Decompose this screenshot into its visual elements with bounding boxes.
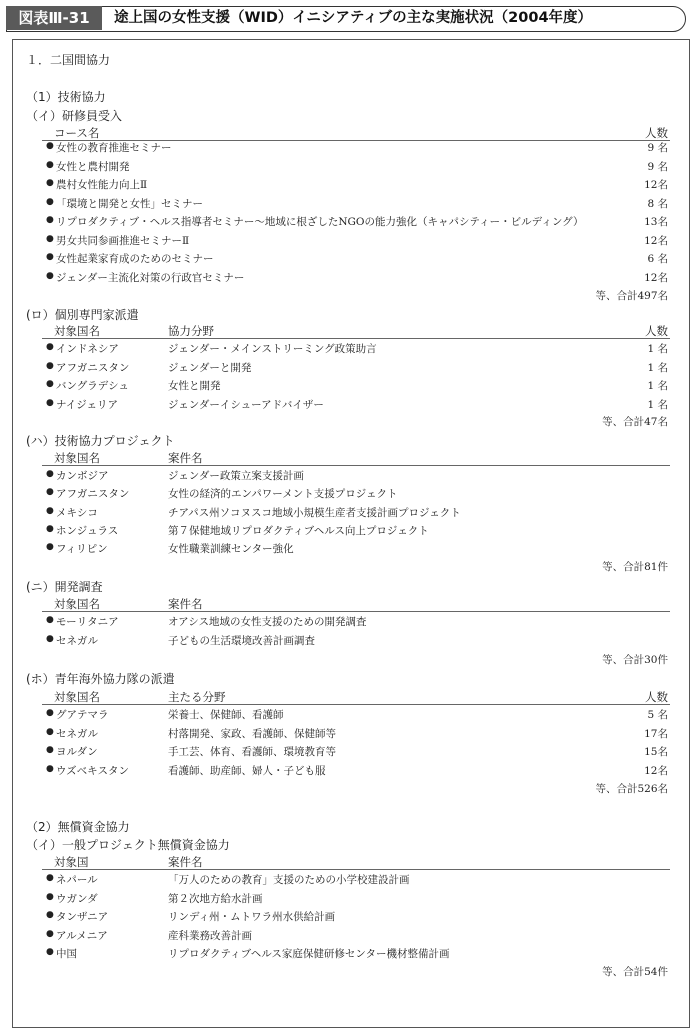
grants-row-country: ウガンダ: [56, 892, 98, 905]
bullet-icon: ●: [46, 252, 54, 262]
grants-row-name: 「万人のための教育」支援のための小学校建設計画: [168, 874, 410, 886]
grants-title: （イ）一般プロジェクト無償資金協力: [26, 838, 230, 852]
trainees-row-count: 12名: [644, 271, 668, 284]
bullet-icon: ●: [46, 178, 54, 188]
trainees-row-count: 9 名: [647, 160, 668, 173]
subsection-title-technical: （1）技術協力: [26, 90, 106, 104]
surveys-row-country: セネガル: [56, 634, 98, 647]
bullet-icon: ●: [46, 360, 54, 371]
grants-total: 等、合計54件: [602, 966, 668, 978]
projects-row-name: 第７保健地域リプロダクティブヘルス向上プロジェクト: [168, 524, 429, 537]
grants-row-name: 第２次地方給水計画: [168, 892, 263, 905]
bullet-icon: ●: [46, 141, 54, 151]
experts-row-country: インドネシア: [56, 343, 119, 355]
volunteers-col-field: 主たる分野: [168, 690, 226, 704]
bullet-icon: ●: [46, 542, 54, 553]
projects-total: 等、合計81件: [602, 561, 668, 573]
projects-col-name: 案件名: [168, 451, 203, 465]
surveys-row-name: オアシス地域の女性支援のための開発調査: [168, 616, 367, 628]
grants-row-name: リプロダクティブヘルス家庭保健研修センター機材整備計画: [168, 948, 450, 961]
trainees-row-name: 農村女性能力向上Ⅱ: [56, 179, 148, 191]
projects-row-country: アフガニスタン: [56, 488, 130, 501]
surveys-col-country: 対象国名: [54, 597, 100, 611]
grants-row-country: アルメニア: [56, 929, 108, 942]
divider: [42, 704, 670, 705]
volunteers-row-country: ウズベキスタン: [56, 764, 129, 777]
experts-row-count: 1 名: [647, 398, 668, 411]
projects-title: (ハ）技術協力プロジェクト: [26, 434, 175, 448]
trainees-row-count: 13名: [644, 216, 668, 228]
figure-header: [6, 6, 694, 32]
figure-number: 図表Ⅲ-31: [6, 6, 102, 30]
bullet-icon: ●: [46, 196, 54, 207]
experts-row-country: ナイジェリア: [56, 398, 119, 411]
trainees-row-name: 女性と農村開発: [56, 160, 130, 173]
experts-row-count: 1 名: [647, 343, 668, 355]
trainees-row-count: 12名: [644, 179, 668, 191]
bullet-icon: ●: [46, 159, 54, 170]
grants-row-country: タンザニア: [56, 911, 109, 924]
trainees-title: （イ）研修員受入: [26, 109, 123, 123]
trainees-col-course: コース名: [54, 126, 100, 140]
projects-row-country: ホンジュラス: [56, 524, 119, 537]
trainees-col-count: 人数: [645, 126, 668, 140]
bullet-icon: ●: [46, 633, 54, 644]
bullet-icon: ●: [46, 523, 54, 534]
volunteers-row-field: 看護師、助産師、婦人・子ども服: [168, 764, 326, 777]
experts-title: (ロ）個別専門家派遣: [26, 308, 139, 322]
volunteers-row-country: セネガル: [56, 727, 98, 740]
trainees-row-name: 「環境と開発と女性」セミナー: [56, 197, 203, 210]
trainees-row-count: 8 名: [647, 197, 668, 210]
trainees-row-count: 12名: [644, 234, 668, 247]
bullet-icon: ●: [46, 745, 54, 755]
projects-row-country: フィリピン: [56, 543, 108, 556]
bullet-icon: ●: [46, 469, 54, 479]
volunteers-row-count: 15名: [644, 746, 668, 758]
experts-col-field: 協力分野: [168, 324, 214, 338]
experts-row-count: 1 名: [647, 361, 668, 374]
volunteers-row-country: ヨルダン: [56, 746, 98, 758]
experts-row-field: ジェンダー・メインストリーミング政策助言: [168, 343, 377, 355]
bullet-icon: ●: [46, 342, 54, 352]
volunteers-col-count: 人数: [645, 690, 668, 704]
bullet-icon: ●: [46, 910, 54, 921]
surveys-row-name: 子どもの生活環境改善計画調査: [168, 634, 315, 647]
grants-col-name: 案件名: [168, 855, 203, 869]
projects-col-country: 対象国名: [54, 451, 100, 465]
projects-row-name: 女性の経済的エンパワーメント支援プロジェクト: [168, 488, 398, 501]
bullet-icon: ●: [46, 873, 54, 883]
experts-row-count: 1 名: [647, 380, 668, 392]
surveys-total: 等、合計30件: [602, 654, 668, 666]
projects-row-name: ジェンダー政策立案支援計画: [168, 470, 304, 482]
bullet-icon: ●: [46, 928, 54, 939]
bullet-icon: ●: [46, 708, 54, 718]
volunteers-row-count: 17名: [644, 727, 668, 740]
experts-row-field: 女性と開発: [168, 380, 221, 392]
figure-title: 途上国の女性支援（WID）イニシアティブの主な実施状況（2004年度）: [114, 10, 593, 26]
bullet-icon: ●: [46, 487, 54, 498]
divider: [42, 338, 670, 339]
experts-col-count: 人数: [645, 324, 668, 338]
grants-col-country: 対象国: [54, 855, 89, 869]
trainees-row-count: 6 名: [647, 253, 668, 265]
trainees-row-name: ジェンダー主流化対策の行政官セミナー: [56, 271, 245, 284]
trainees-row-name: 女性の教育推進セミナー: [56, 142, 172, 154]
trainees-row-name: リプロダクティブ・ヘルス指導者セミナー～地域に根ざしたNGOの能力強化（キャパシティー・ビルディング）: [56, 216, 584, 228]
bullet-icon: ●: [46, 726, 54, 737]
grants-row-name: リンディ州・ムトワラ州水供給計画: [168, 911, 336, 924]
volunteers-col-country: 対象国名: [54, 690, 100, 704]
bullet-icon: ●: [46, 615, 54, 625]
grants-row-name: 産科業務改善計画: [168, 929, 252, 942]
bullet-icon: ●: [46, 891, 54, 902]
trainees-row-count: 9 名: [647, 142, 668, 154]
section-title: １．二国間協力: [26, 53, 111, 67]
bullet-icon: ●: [46, 233, 54, 244]
experts-row-field: ジェンダーと開発: [168, 361, 252, 374]
volunteers-row-field: 手工芸、体育、看護師、環境教育等: [168, 746, 336, 758]
experts-total: 等、合計47名: [602, 416, 668, 428]
experts-row-country: バングラデシュ: [56, 380, 129, 392]
projects-row-name: チアパス州ソコヌスコ地域小規模生産者支援計画プロジェクト: [168, 506, 461, 519]
volunteers-title: (ホ）青年海外協力隊の派遣: [26, 672, 175, 686]
bullet-icon: ●: [46, 270, 54, 281]
surveys-title: (ニ）開発調査: [26, 580, 103, 594]
bullet-icon: ●: [46, 947, 54, 958]
divider: [42, 611, 670, 612]
bullet-icon: ●: [46, 763, 54, 774]
divider: [42, 465, 670, 466]
grants-row-country: 中国: [56, 948, 77, 961]
volunteers-row-field: 栄養士、保健師、看護師: [168, 709, 284, 721]
projects-row-country: メキシコ: [56, 506, 98, 519]
trainees-total: 等、合計497名: [595, 290, 668, 302]
bullet-icon: ●: [46, 379, 54, 389]
grants-row-country: ネパール: [56, 874, 98, 886]
surveys-col-name: 案件名: [168, 597, 203, 611]
volunteers-row-field: 村落開発、家政、看護師、保健師等: [168, 727, 336, 740]
trainees-row-name: 男女共同参画推進セミナーⅡ: [56, 234, 190, 247]
bullet-icon: ●: [46, 215, 54, 225]
volunteers-row-count: 5 名: [647, 709, 668, 721]
projects-row-country: カンボジア: [56, 470, 109, 482]
subsection-title-grants: （2）無償資金協力: [26, 820, 130, 834]
projects-row-name: 女性職業訓練センター強化: [168, 543, 294, 556]
bullet-icon: ●: [46, 397, 54, 408]
volunteers-row-count: 12名: [644, 764, 668, 777]
experts-row-field: ジェンダーイシューアドバイザー: [168, 398, 324, 411]
divider: [42, 869, 670, 870]
experts-row-country: アフガニスタン: [56, 361, 130, 374]
surveys-row-country: モーリタニア: [56, 616, 119, 628]
volunteers-row-country: グアテマラ: [56, 709, 109, 721]
bullet-icon: ●: [46, 505, 54, 516]
volunteers-total: 等、合計526名: [595, 783, 668, 795]
experts-col-country: 対象国名: [54, 324, 100, 338]
trainees-row-name: 女性起業家育成のためのセミナー: [56, 253, 214, 265]
